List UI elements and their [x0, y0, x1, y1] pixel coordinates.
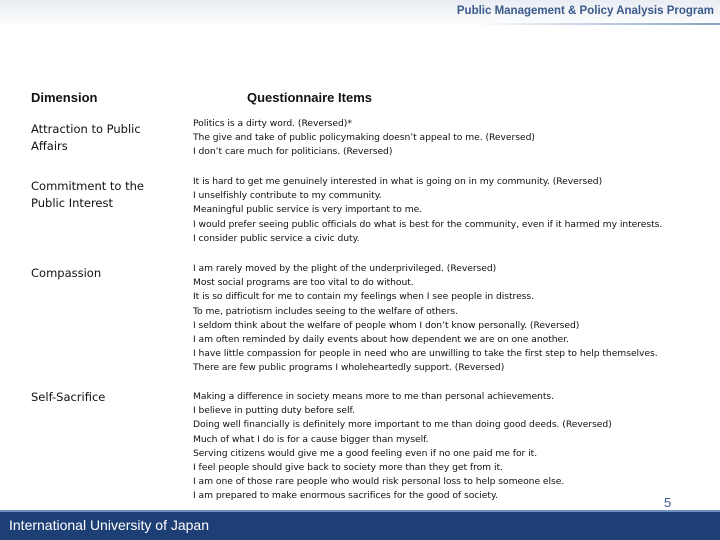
- questionnaire-item: Doing well financially is definitely more important to me than doing good deeds. (Reversed): [193, 419, 612, 431]
- questionnaire-item: Politics is a dirty word. (Reversed)*: [193, 118, 352, 129]
- dimension-attraction: Attraction to Public Affairs: [31, 122, 141, 153]
- questionnaire-item: Making a difference in society means more to me than personal achievements.: [193, 391, 554, 402]
- items-column-header: Questionnaire Items: [247, 90, 372, 105]
- questionnaire-item: Most social programs are too vital to do without.: [193, 277, 414, 289]
- institution-name: International University of Japan: [9, 517, 209, 533]
- items-compassion: [193, 262, 713, 376]
- header-band: [0, 0, 720, 28]
- questionnaire-item: Serving citizens would give me a good feeling even if no one paid me for it.: [193, 447, 538, 459]
- questionnaire-item: I am one of those rare people who would risk personal loss to help someone else.: [193, 476, 565, 488]
- questionnaire-item: I believe in putting duty before self.: [193, 405, 355, 417]
- questionnaire-item: I feel people should give back to society more than they get from it.: [193, 462, 503, 474]
- questionnaire-item: To me, patriotism includes seeing to the welfare of others.: [193, 305, 458, 317]
- items-attraction: [193, 117, 713, 160]
- questionnaire-item: I unselfishly contribute to my community.: [193, 190, 382, 202]
- questionnaire-item: I have little compassion for people in need who are unwilling to take the first step to help themselves.: [193, 348, 658, 360]
- questionnaire-item: I am prepared to make enormous sacrifices for the good of society.: [193, 490, 498, 502]
- questionnaire-item: Much of what I do is for a cause bigger than myself.: [193, 433, 429, 445]
- questionnaire-item: Meaningful public service is very important to me.: [193, 204, 423, 216]
- header-rule: [470, 23, 720, 25]
- questionnaire-item: The give and take of public policymaking doesn’t appeal to me. (Reversed): [193, 132, 535, 144]
- questionnaire-item: There are few public programs I wholeheartedly support. (Reversed): [193, 362, 505, 374]
- questionnaire-item: I don’t care much for politicians. (Reversed): [193, 146, 393, 158]
- items-commitment: [193, 175, 713, 246]
- dimension-self-sacrifice: Self-Sacrifice: [31, 390, 106, 404]
- items-self-sacrifice: [193, 390, 713, 504]
- questionnaire-item: It is so difficult for me to contain my feelings when I see people in distress.: [193, 291, 535, 303]
- questionnaire-item: I am rarely moved by the plight of the underprivileged. (Reversed): [193, 263, 497, 274]
- dimension-compassion: Compassion: [31, 266, 102, 280]
- questionnaire-item: I am often reminded by daily events about how dependent we are on one another.: [193, 334, 569, 346]
- questionnaire-item: I seldom think about the welfare of people whom I don’t know personally. (Reversed): [193, 319, 580, 331]
- dimension-column-header: Dimension: [31, 90, 98, 105]
- questionnaire-item: I would prefer seeing public officials do what is best for the community, even if it harmed my interests.: [193, 218, 663, 230]
- dimension-commitment: Commitment to the Public Interest: [31, 179, 144, 210]
- footer-band: [0, 510, 720, 540]
- page-number: 5: [664, 495, 672, 510]
- program-title: Public Management & Policy Analysis Program: [456, 5, 714, 17]
- questionnaire-item: I consider public service a civic duty.: [193, 232, 360, 244]
- questionnaire-item: It is hard to get me genuinely interested in what is going on in my community. (Reversed): [193, 176, 603, 187]
